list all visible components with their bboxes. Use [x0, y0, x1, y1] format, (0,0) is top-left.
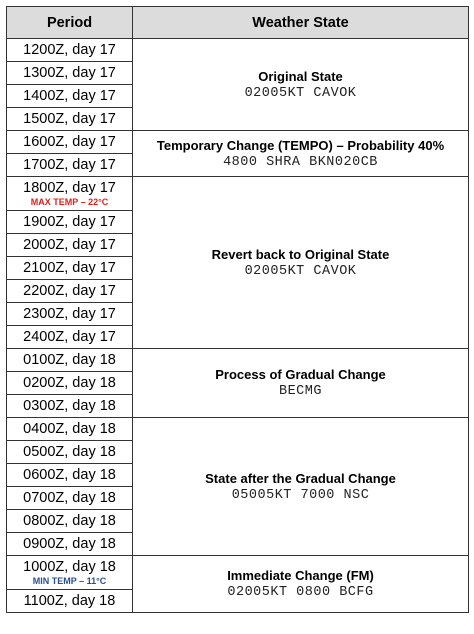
forecast-table: [6, 6, 469, 613]
table-row: [7, 177, 469, 211]
state-code: 02005KT CAVOK: [244, 85, 357, 101]
table-row: [7, 349, 469, 372]
state-cell-revert: [133, 177, 469, 349]
period-cell: 1200Z, day 17: [7, 39, 133, 62]
period-cell: 0600Z, day 18: [7, 464, 133, 487]
period-cell: 0100Z, day 18: [7, 349, 133, 372]
period-text: 1800Z, day 17: [23, 179, 116, 196]
period-cell: 1100Z, day 18: [7, 590, 133, 613]
period-cell: 1600Z, day 17: [7, 131, 133, 154]
period-cell: 0400Z, day 18: [7, 418, 133, 441]
period-cell: 0900Z, day 18: [7, 533, 133, 556]
period-cell: 2100Z, day 17: [7, 257, 133, 280]
period-header: Period: [7, 7, 133, 39]
state-code: 02005KT 0800 BCFG: [227, 585, 374, 600]
state-cell-becmg: [133, 349, 469, 418]
state-cell-tempo: [133, 131, 469, 177]
period-cell: 2300Z, day 17: [7, 303, 133, 326]
period-cell: 2200Z, day 17: [7, 280, 133, 303]
period-cell: 1400Z, day 17: [7, 85, 133, 108]
period-cell-min-temp: [7, 556, 133, 590]
period-cell: 0300Z, day 18: [7, 395, 133, 418]
state-title: Revert back to Original State: [211, 246, 390, 262]
period-cell: 2400Z, day 17: [7, 326, 133, 349]
period-cell: 1700Z, day 17: [7, 154, 133, 177]
header-row: [7, 7, 469, 39]
state-title: Immediate Change (FM): [227, 568, 374, 583]
state-cell-fm: [133, 556, 469, 613]
period-cell-max-temp: [7, 177, 133, 211]
weather-state-header: Weather State: [133, 7, 469, 39]
period-cell: 0800Z, day 18: [7, 510, 133, 533]
state-title: Original State: [258, 68, 343, 84]
table-row: [7, 131, 469, 154]
max-temp-note: MAX TEMP – 22°C: [30, 196, 109, 207]
state-title: Process of Gradual Change: [215, 367, 386, 382]
state-title: Temporary Change (TEMPO) – Probability 40%: [156, 137, 445, 153]
state-code: 4800 SHRA BKN020CB: [223, 154, 378, 170]
period-cell: 2000Z, day 17: [7, 234, 133, 257]
state-code: 02005KT CAVOK: [244, 263, 357, 279]
state-code: BECMG: [278, 384, 322, 399]
state-title: State after the Gradual Change: [205, 470, 396, 486]
period-cell: 0700Z, day 18: [7, 487, 133, 510]
table-row: [7, 39, 469, 62]
period-text: 1000Z, day 18: [23, 558, 116, 575]
state-cell-original: [133, 39, 469, 131]
table-row: [7, 418, 469, 441]
period-cell: 0500Z, day 18: [7, 441, 133, 464]
period-cell: 1900Z, day 17: [7, 211, 133, 234]
period-cell: 1300Z, day 17: [7, 62, 133, 85]
table-row: [7, 556, 469, 590]
min-temp-note: MIN TEMP – 11°C: [32, 575, 107, 586]
period-cell: 1500Z, day 17: [7, 108, 133, 131]
state-cell-after-becmg: [133, 418, 469, 556]
period-cell: 0200Z, day 18: [7, 372, 133, 395]
state-code: 05005KT 7000 NSC: [231, 487, 370, 503]
